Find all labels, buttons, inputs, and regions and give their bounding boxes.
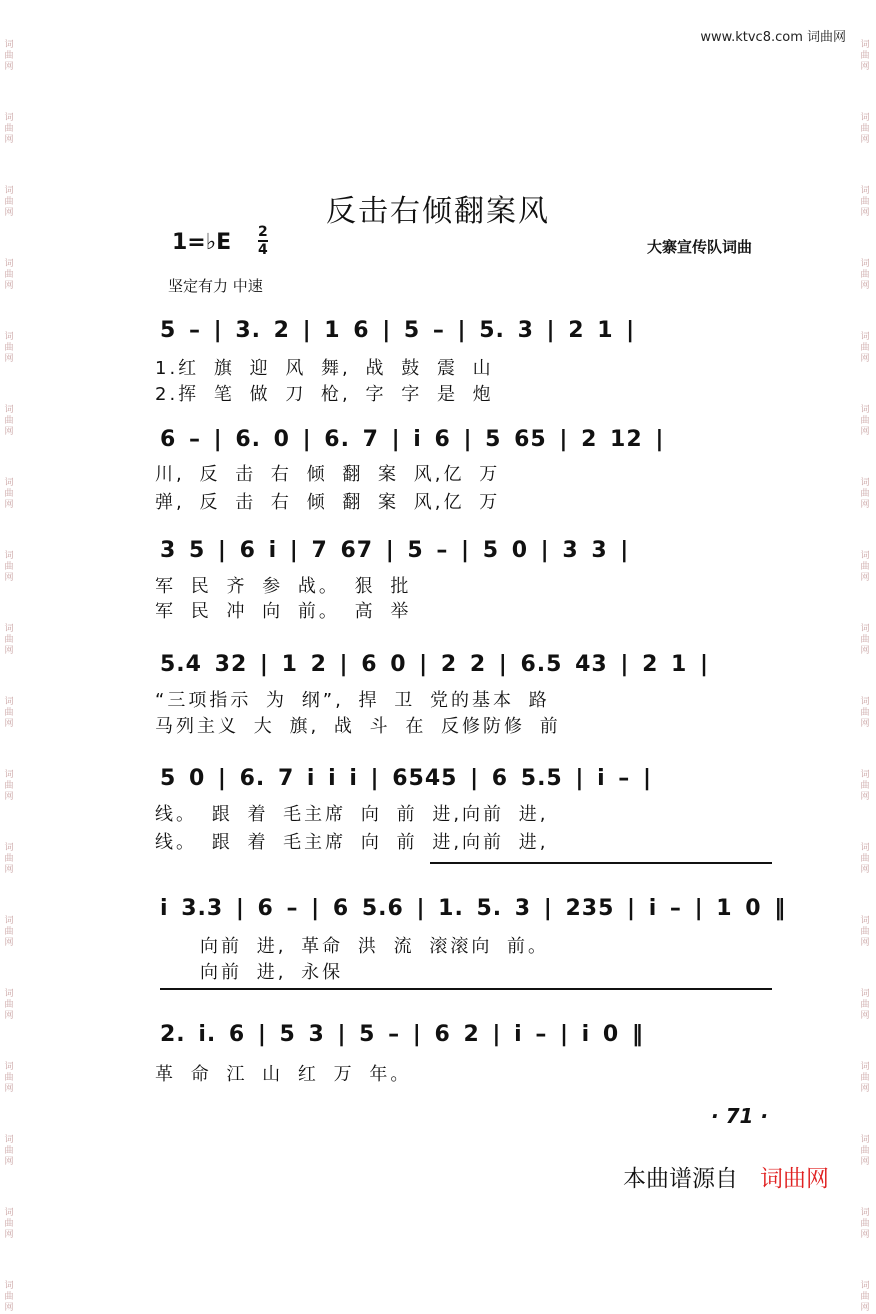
watermark-label: 词 曲 网 [4,405,14,437]
right-watermark-strip [858,0,872,1313]
watermark-label: 词 曲 网 [860,770,870,802]
system-7-notes: 2. i. 6 | 5 3 | 5 – | 6 2 | i – | i 0 ‖ [160,1022,644,1047]
watermark-label: 词 曲 网 [4,770,14,802]
watermark-label: 词 曲 网 [860,1062,870,1094]
source-label: 本曲谱源自 [623,1166,738,1192]
watermark-label: 词 曲 网 [4,989,14,1021]
watermark-label: 词 曲 网 [860,989,870,1021]
watermark-label: 词 曲 网 [860,478,870,510]
key-signature: 1=♭E [172,230,232,255]
watermark-label: 词 曲 网 [4,843,14,875]
watermark-label: 词 曲 网 [4,1062,14,1094]
volta-2-bracket [160,988,772,990]
watermark-label: 词 曲 网 [860,332,870,364]
volta-1-bracket [430,862,772,864]
system-7-lyric: 革 命 江 山 红 万 年。 [155,1064,412,1085]
system-5-notes: 5 0 | 6. 7 i i i | 6545 | 6 5.5 | i – | [160,766,652,791]
watermark-label: 词 曲 网 [4,332,14,364]
watermark-label: 词 曲 网 [4,551,14,583]
site-url: www.ktvc8.com 词曲网 [700,30,846,45]
watermark-label: 词 曲 网 [4,478,14,510]
system-1-lyric-1: 1.红 旗 迎 风 舞, 战 鼓 震 山 [155,358,494,379]
watermark-label: 词 曲 网 [4,624,14,656]
system-5-lyric-2: 线。 跟 着 毛主席 向 前 进,向前 进, [155,832,549,853]
meter-bottom: 4 [258,242,268,258]
watermark-label: 词 曲 网 [860,113,870,145]
system-2-notes: 6 – | 6. 0 | 6. 7 | i 6 | 5 65 | 2 12 | [160,427,665,452]
source-site-link[interactable]: 词曲网 [760,1166,829,1192]
system-2-lyric-2: 弹, 反 击 右 倾 翻 案 风,亿 万 [155,492,501,513]
watermark-label: 词 曲 网 [860,259,870,291]
watermark-label: 词 曲 网 [860,1208,870,1240]
watermark-label: 词 曲 网 [4,916,14,948]
watermark-label: 词 曲 网 [860,186,870,218]
system-4-notes: 5.4 32 | 1 2 | 6 0 | 2 2 | 6.5 43 | 2 1 | [160,652,710,677]
watermark-label: 词 曲 网 [4,1208,14,1240]
watermark-label: 词 曲 网 [860,405,870,437]
watermark-label: 词 曲 网 [860,916,870,948]
system-3-lyric-1: 军 民 齐 参 战。 狠 批 [155,576,412,597]
watermark-label: 词 曲 网 [4,1281,14,1313]
watermark-label: 词 曲 网 [860,551,870,583]
watermark-label: 词 曲 网 [860,1281,870,1313]
system-4-lyric-2: 马列主义 大 旗, 战 斗 在 反修防修 前 [155,716,561,737]
watermark-label: 词 曲 网 [860,624,870,656]
watermark-label: 词 曲 网 [4,186,14,218]
page-number: · 71 · [711,1104,768,1128]
credit: 大寨宣传队词曲 [646,238,752,256]
watermark-label: 词 曲 网 [860,1135,870,1167]
song-title: 反击右倾翻案风 [326,194,550,229]
system-3-lyric-2: 军 民 冲 向 前。 高 举 [155,601,412,622]
left-watermark-strip [2,0,16,1313]
meter-top: 2 [258,224,268,240]
system-1-lyric-2: 2.挥 笔 做 刀 枪, 字 字 是 炮 [155,384,494,405]
watermark-label: 词 曲 网 [860,697,870,729]
watermark-label: 词 曲 网 [860,40,870,72]
watermark-label: 词 曲 网 [4,259,14,291]
system-4-lyric-1: “三项指示 为 纲”, 捍 卫 党的基本 路 [155,690,550,711]
system-3-notes: 3 5 | 6 i | 7 67 | 5 – | 5 0 | 3 3 | [160,538,630,563]
system-2-lyric-1: 川, 反 击 右 倾 翻 案 风,亿 万 [155,464,501,485]
tempo-marking: 坚定有力 中速 [168,277,263,295]
system-6-lyric-1: 向前 进, 革命 洪 流 滚滚向 前。 [200,936,550,957]
system-6-notes: i 3.3 | 6 – | 6 5.6 | 1. 5. 3 | 235 | i – | 1 0 ‖ [160,896,787,921]
time-signature [258,224,268,258]
system-5-lyric-1: 线。 跟 着 毛主席 向 前 进,向前 进, [155,804,549,825]
watermark-label: 词 曲 网 [4,113,14,145]
watermark-label: 词 曲 网 [4,697,14,729]
watermark-label: 词 曲 网 [4,40,14,72]
system-1-notes: 5 – | 3. 2 | 1 6 | 5 – | 5. 3 | 2 1 | [160,318,636,343]
watermark-label: 词 曲 网 [4,1135,14,1167]
system-6-lyric-2: 向前 进, 永保 [200,962,344,983]
watermark-label: 词 曲 网 [860,843,870,875]
